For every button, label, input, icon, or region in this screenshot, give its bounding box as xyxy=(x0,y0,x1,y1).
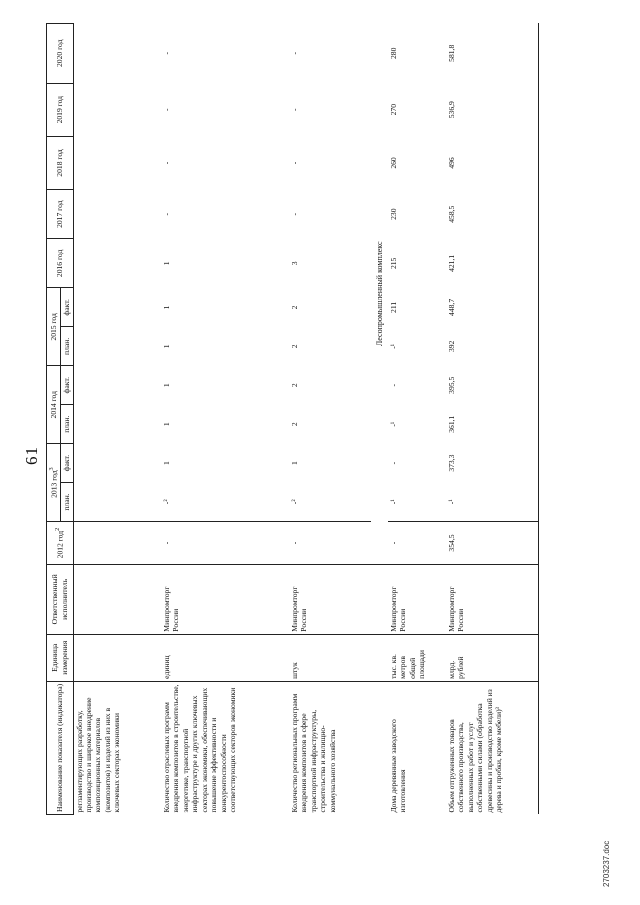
value-2015-fact: 448,7 xyxy=(446,288,538,327)
value-2019: 536,9 xyxy=(446,83,538,136)
header-2013-fact: факт. xyxy=(61,444,73,483)
header-2015: 2015 год xyxy=(47,288,61,366)
indicator-name: Объем отгруженных товаров собственного производства, выполненных работ и услуг собственными силами (обработка древесины и производство изделий из дерева и пробки, кроме мебели)³ xyxy=(446,681,538,814)
header-2019: 2019 год xyxy=(47,83,74,136)
value-2015-plan: 392 xyxy=(446,327,538,366)
value-2018: - xyxy=(290,161,299,165)
value-2016: 215 xyxy=(389,257,398,270)
value-2019 xyxy=(73,83,161,136)
header-2014-fact: факт. xyxy=(61,366,73,405)
value-2015-fact xyxy=(73,288,161,327)
value-2020 xyxy=(73,24,161,84)
value-2015-plan: -¹ xyxy=(389,343,398,349)
value-2018: 496 xyxy=(446,136,538,189)
value-2018: 260 xyxy=(389,157,398,169)
value-2015-fact: 211 xyxy=(389,301,398,313)
indicator-name: Количество отраслевых программ внедрения композитов в строительстве, энергетике, транспортной инфраструктуре и других ключевых секторах экономики, обеспечивающих повышение эффективности и конкурентоспособности соответствующих секторов экономики xyxy=(161,681,289,814)
value-2014-fact: 2 xyxy=(290,383,299,388)
indicator-executor: Минпромторг России xyxy=(446,565,538,635)
value-2015-fact: 1 xyxy=(162,305,171,310)
header-name: Наименование показателя (индикатора) xyxy=(47,681,74,814)
header-2012: 2012 год$^2$ xyxy=(47,522,74,565)
value-2017 xyxy=(73,190,161,239)
value-2014-plan: 361,1 xyxy=(446,405,538,444)
table-row xyxy=(161,24,289,815)
value-2015-fact: 2 xyxy=(290,305,299,310)
indicator-executor xyxy=(73,565,161,635)
value-2013-fact: 1 xyxy=(290,461,299,466)
header-2016: 2016 год xyxy=(47,239,74,288)
value-2013-fact xyxy=(73,444,161,483)
value-2017: - xyxy=(162,212,171,216)
value-2012: - xyxy=(161,522,289,565)
value-2014-fact: 1 xyxy=(162,383,171,388)
header-unit: Единица измерения xyxy=(47,634,74,681)
header-2015-fact: факт. xyxy=(61,288,73,327)
value-2019: - xyxy=(162,108,171,111)
value-2015-plan: 1 xyxy=(162,344,171,349)
table-row xyxy=(388,24,446,815)
value-2014-fact: - xyxy=(389,384,398,387)
indicator-name: регламентирующих разработку, производство и широкое внедрение композиционных материалов (композитов) и изделий из них в ключевых секторах экономики xyxy=(73,681,161,814)
value-2013-fact: - xyxy=(389,461,398,465)
value-2017: 230 xyxy=(389,208,398,220)
value-2020: - xyxy=(290,52,299,55)
header-2013: 2013 год$^3$ xyxy=(47,444,61,522)
value-2016: 1 xyxy=(162,261,171,266)
indicator-name: Количество региональных программ внедрения композитов в сфере транспортной инфраструктуры, строительства и жилищно-коммунального хозяйства xyxy=(289,681,371,814)
value-2014-plan xyxy=(73,405,161,444)
value-2013-fact: 1 xyxy=(162,461,171,466)
footer-code: 2703237.doc xyxy=(602,840,611,887)
indicator-executor: Минпромторг России xyxy=(161,565,289,635)
value-2012: - xyxy=(388,522,446,565)
header-2020: 2020 год xyxy=(47,24,74,84)
section-row xyxy=(371,24,388,815)
value-2013-plan: -¹ xyxy=(446,483,538,522)
value-2015-plan xyxy=(73,327,161,366)
value-2013-fact: 373,3 xyxy=(446,444,538,483)
value-2012: 354,5 xyxy=(446,522,538,565)
value-2014-plan: 1 xyxy=(162,422,171,427)
value-2019: - xyxy=(290,108,299,111)
value-2020: 581,8 xyxy=(446,24,538,84)
section-title: Лесопромышленный комплекс xyxy=(375,241,384,347)
indicator-unit xyxy=(73,634,161,681)
value-2017: - xyxy=(290,212,299,216)
indicator-table xyxy=(46,23,539,815)
table-row xyxy=(73,24,161,815)
header-2015-plan: план. xyxy=(61,327,73,366)
value-2013-plan: -² xyxy=(290,499,299,505)
value-2015-plan: 2 xyxy=(290,344,299,349)
indicator-unit: единиц xyxy=(161,634,289,681)
value-2017: 458,5 xyxy=(446,190,538,239)
indicator-executor: Минпромторг России xyxy=(289,565,371,635)
value-2012 xyxy=(73,522,161,565)
header-2013-plan: план. xyxy=(61,483,73,522)
value-2016: 421,1 xyxy=(446,239,538,288)
indicator-unit: тыс. кв. метров общей площади xyxy=(388,634,446,681)
value-2019: 270 xyxy=(389,104,398,116)
table-row xyxy=(446,24,538,815)
value-2013-plan: -¹ xyxy=(389,499,398,505)
value-2016: 3 xyxy=(290,261,299,266)
page-number: 61 xyxy=(22,446,41,465)
value-2020: - xyxy=(162,52,171,55)
indicator-unit: млрд. рублей xyxy=(446,634,538,681)
table-row xyxy=(289,24,371,815)
value-2012: - xyxy=(289,522,371,565)
header-2014: 2014 год xyxy=(47,366,61,444)
value-2020: 280 xyxy=(389,47,398,59)
value-2013-plan: -² xyxy=(162,499,171,505)
header-row-1 xyxy=(47,24,61,815)
header-executor: Ответственный исполнитель xyxy=(47,565,74,635)
value-2014-plan: 2 xyxy=(290,422,299,427)
indicator-executor: Минпромторг России xyxy=(388,565,446,635)
value-2018: - xyxy=(162,161,171,165)
header-2014-plan: план. xyxy=(61,405,73,444)
header-2018: 2018 год xyxy=(47,136,74,189)
indicator-unit: штук xyxy=(289,634,371,681)
value-2014-plan: -¹ xyxy=(389,421,398,427)
indicator-name: Дома деревянные заводского изготовления xyxy=(388,681,446,814)
value-2014-fact xyxy=(73,366,161,405)
value-2016 xyxy=(73,239,161,288)
value-2014-fact: 395,5 xyxy=(446,366,538,405)
value-2018 xyxy=(73,136,161,189)
header-2017: 2017 год xyxy=(47,190,74,239)
value-2013-plan xyxy=(73,483,161,522)
